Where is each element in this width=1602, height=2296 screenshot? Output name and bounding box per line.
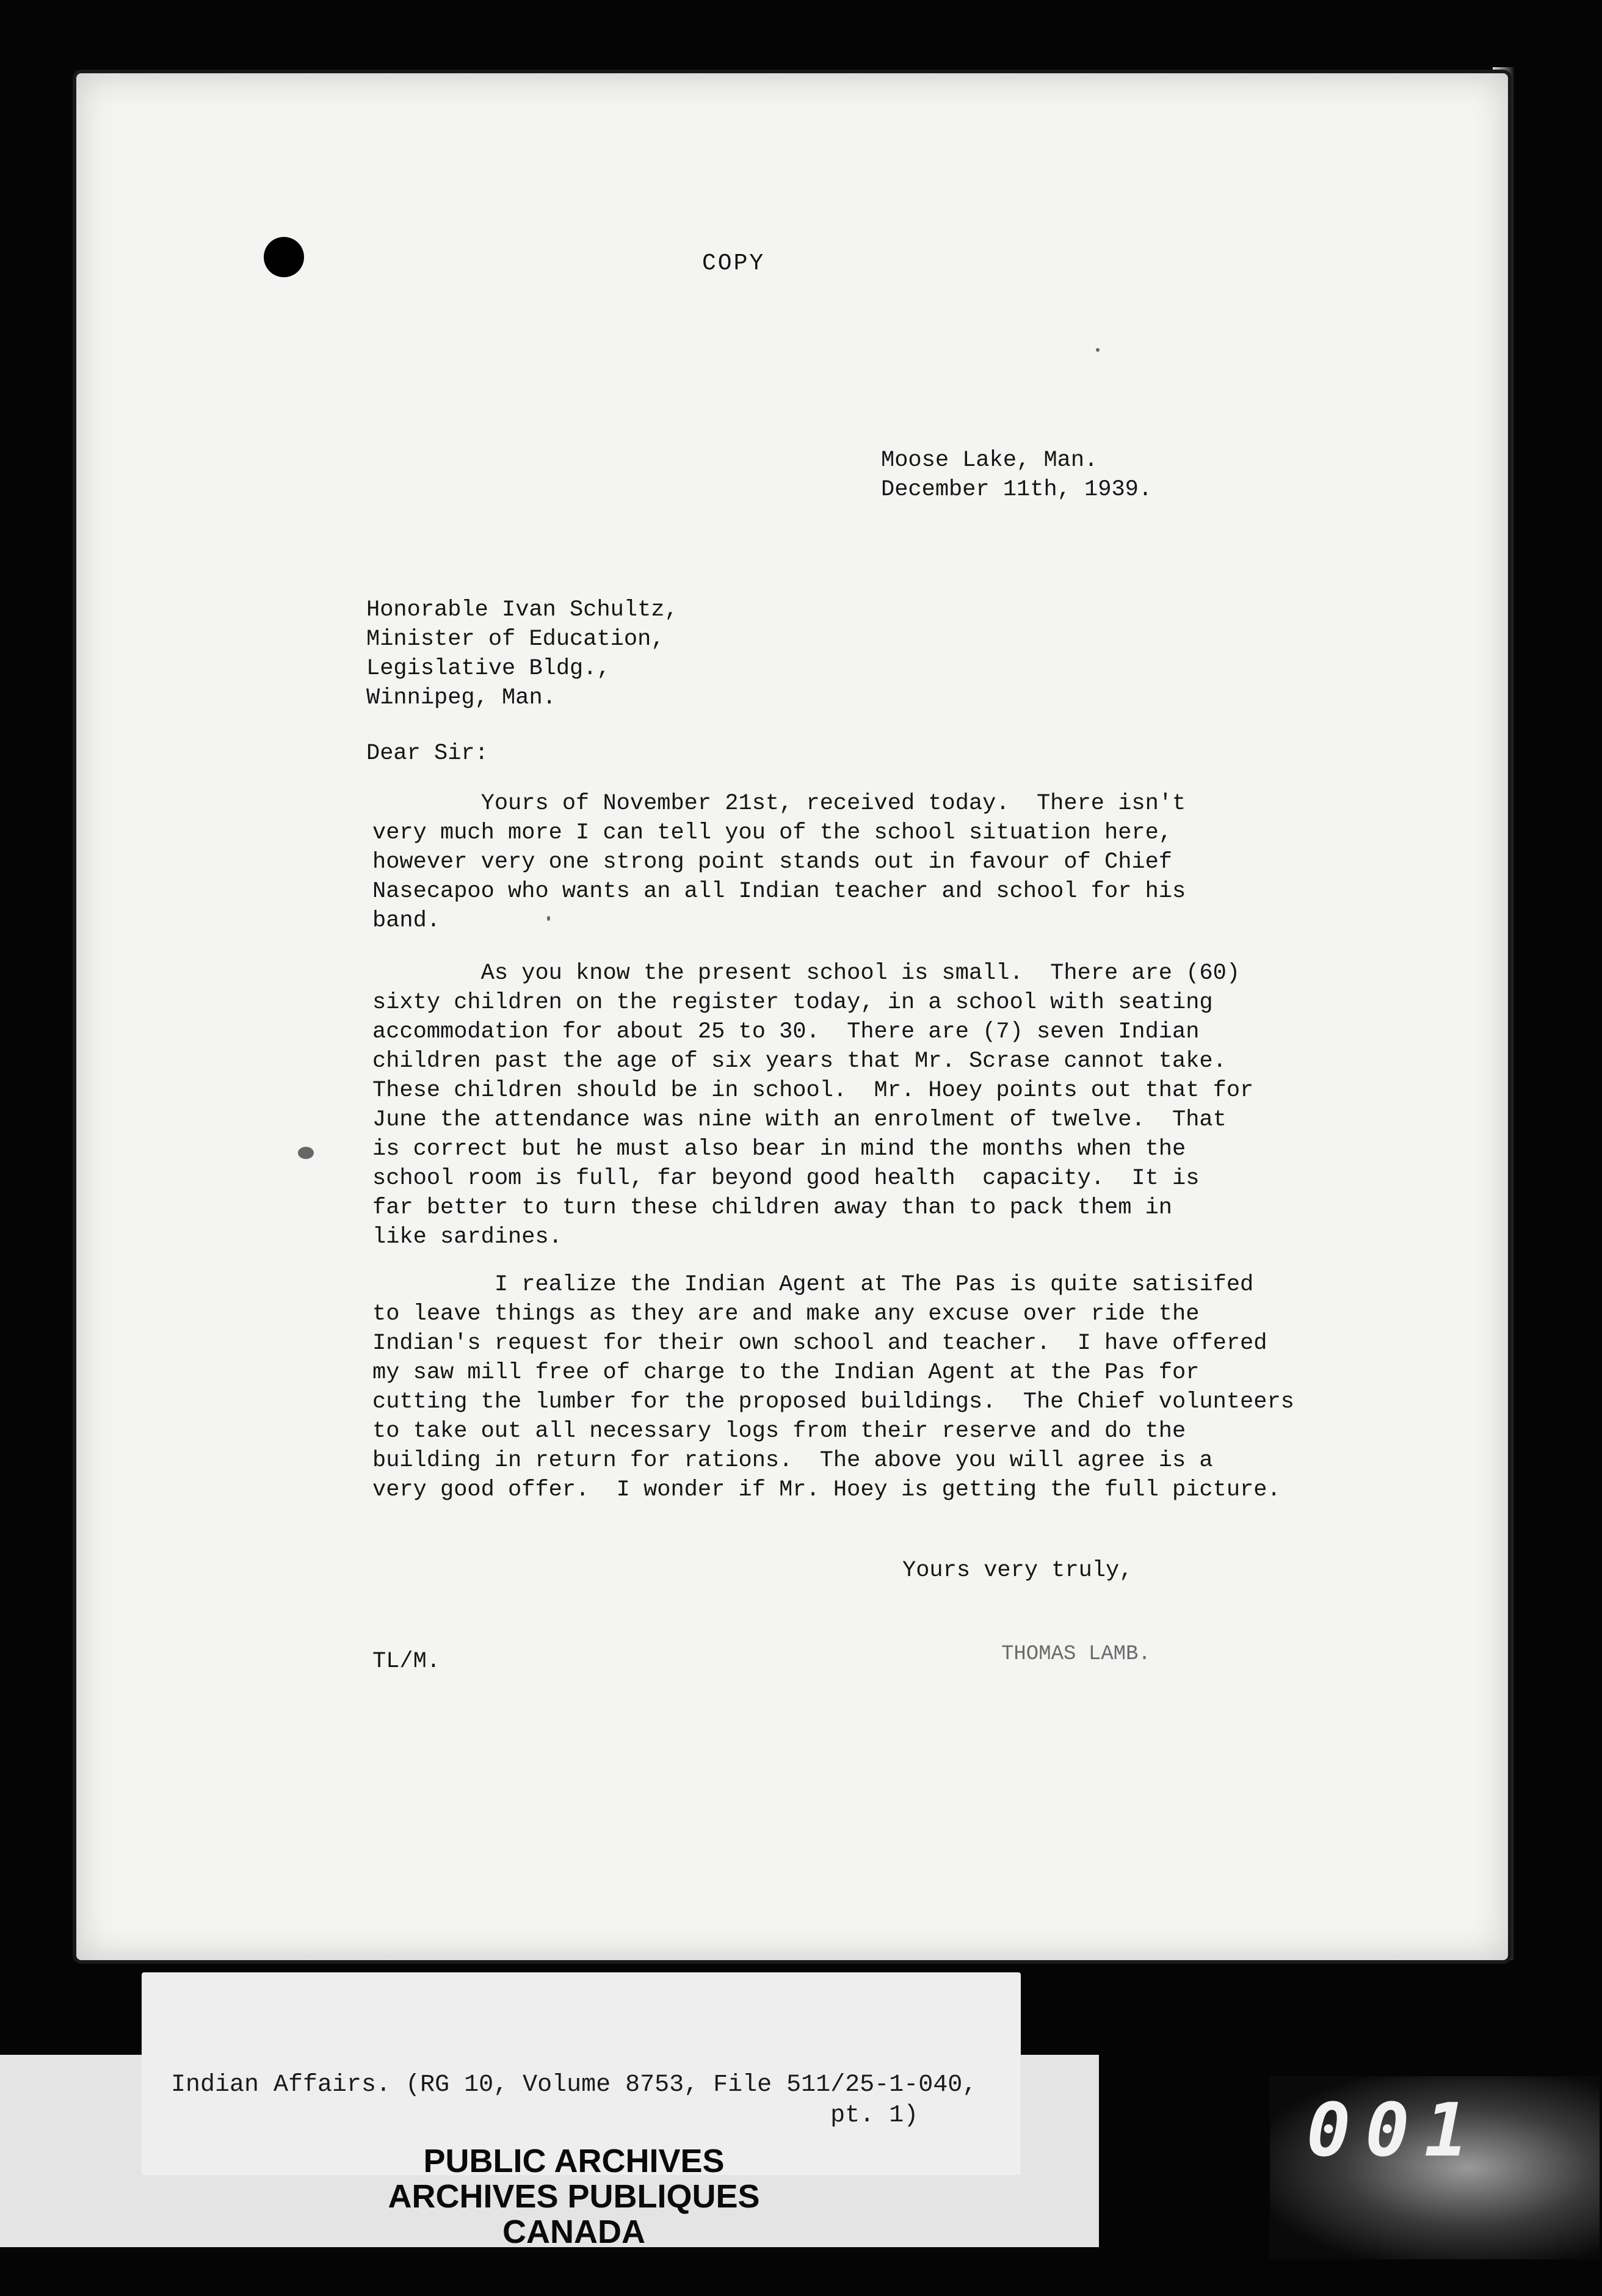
stamp-line-2: ARCHIVES PUBLIQUES	[388, 2178, 760, 2215]
typist-initials: TL/M.	[372, 1649, 441, 1674]
stamp-line-3: CANADA	[502, 2214, 645, 2250]
recipient-line-2: Minister of Education,	[366, 627, 665, 652]
frame-number: 001	[1307, 2088, 1483, 2173]
paper-speck	[298, 1147, 314, 1159]
letter-date: December 11th, 1939.	[881, 477, 1153, 503]
salutation: Dear Sir:	[366, 741, 488, 766]
citation-line-2: pt. 1)	[171, 2102, 919, 2129]
recipient-line-1: Honorable Ivan Schultz,	[366, 597, 678, 623]
body-paragraph-3: I realize the Indian Agent at The Pas is quite satisifed to leave things as they are and make any excuse over ride the Indian's request for their own school and teacher. I have offered my saw mill free of charge to the Indian Agent at the Pas for cutting the lumber for the proposed buildings. The Chief volunteers to take out all necessary logs from their reserve and do the building in return for rations. The above you will agree is a very good offer. I wonder if Mr. Hoey is getting the full picture.	[372, 1272, 1294, 1503]
punch-hole	[264, 237, 304, 277]
recipient-line-4: Winnipeg, Man.	[366, 685, 556, 711]
closing: Yours very truly,	[902, 1558, 1133, 1583]
archive-citation	[171, 2070, 977, 2131]
typed-signature: THOMAS LAMB.	[1001, 1643, 1151, 1666]
body-paragraph-2: As you know the present school is small. There are (60) sixty children on the register today, in a school with seating accommodation for about 25 to 30. There are (7) seven Indian children past the age of six years that Mr. Scrase cannot take. These children should be in school. Mr. Hoey points out that for June the attendance was nine with an enrolment of twelve. That is correct but he must also bear in mind the months when the school room is full, far beyond good health capacity. It is far better to turn these children away than to pack them in like sardines.	[372, 961, 1254, 1250]
paper-speck	[1096, 348, 1100, 352]
paper-speck	[547, 916, 550, 921]
place-date-block	[881, 446, 1152, 504]
recipient-line-3: Legislative Bldg.,	[366, 656, 611, 681]
stamp-line-1: PUBLIC ARCHIVES	[423, 2143, 725, 2179]
copy-label: COPY	[702, 250, 766, 277]
place: Moose Lake, Man.	[881, 448, 1098, 473]
recipient-address	[366, 595, 678, 713]
public-archives-stamp	[342, 2143, 806, 2250]
citation-line-1: Indian Affairs. (RG 10, Volume 8753, File 511/25-1-040,	[171, 2071, 977, 2099]
body-paragraph-1: Yours of November 21st, received today. There isn't very much more I can tell you of the school situation here, however very one strong point stands out in favour of Chief Nasecapoo who wants an all Indian teacher and school for his band.	[372, 791, 1186, 934]
